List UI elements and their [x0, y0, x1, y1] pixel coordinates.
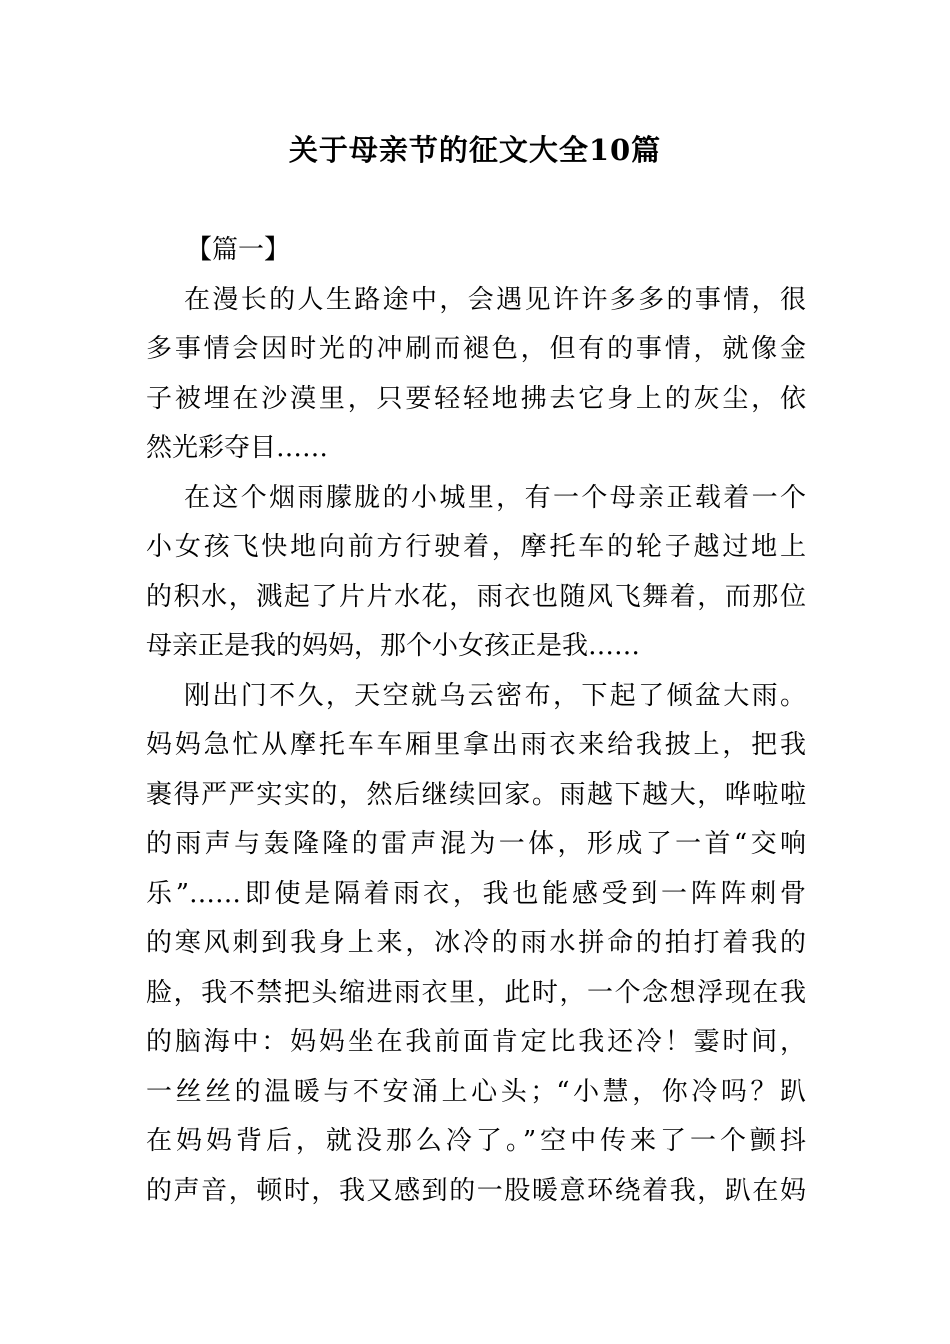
- paragraph-line: 在妈妈背后，就没那么冷了。”空中传来了一个颤抖: [146, 1126, 806, 1156]
- paragraph-line: 子被埋在沙漠里，只要轻轻地拂去它身上的灰尘，依: [146, 383, 806, 414]
- paragraph-line: 乐”……即使是隔着雨衣，我也能感受到一阵阵刺骨: [146, 878, 806, 909]
- document-body: [146, 226, 806, 1216]
- paragraph-line: 的声音，顿时，我又感到的一股暖意环绕着我，趴在妈: [146, 1175, 806, 1206]
- paragraph-line: 裹得严严实实的，然后继续回家。雨越下越大，哗啦啦: [146, 779, 806, 810]
- paragraph-line: 在这个烟雨朦胧的小城里，有一个母亲正载着一个: [184, 482, 806, 513]
- paragraph-line: 母亲正是我的妈妈，那个小女孩正是我……: [146, 631, 641, 661]
- paragraph-line: 的脑海中：妈妈坐在我前面肯定比我还冷！霎时间，: [146, 1027, 806, 1057]
- paragraph-line: 刚出门不久，天空就乌云密布，下起了倾盆大雨。: [184, 680, 806, 711]
- document-title: 关于母亲节的征文大全10篇: [288, 133, 662, 167]
- paragraph-line: 脸，我不禁把头缩进雨衣里，此时，一个念想浮现在我: [146, 977, 806, 1008]
- paragraph-line: 在漫长的人生路途中，会遇见许许多多的事情，很: [184, 284, 806, 315]
- paragraph-line: 然光彩夺目……: [146, 433, 329, 463]
- paragraph-line: 多事情会因时光的冲刷而褪色，但有的事情，就像金: [146, 334, 806, 364]
- paragraph-line: 的积水，溅起了片片水花，雨衣也随风飞舞着，而那位: [146, 581, 806, 612]
- paragraph-line: 一丝丝的温暖与不安涌上心头；“小慧，你冷吗？趴: [146, 1076, 806, 1107]
- paragraph-line: 的寒风刺到我身上来，冰冷的雨水拼命的拍打着我的: [146, 928, 806, 958]
- paragraph-line: 小女孩飞快地向前方行驶着，摩托车的轮子越过地上: [146, 532, 806, 562]
- paragraph-line: 妈妈急忙从摩托车车厢里拿出雨衣来给我披上，把我: [146, 730, 806, 760]
- section-heading: 【篇一】: [186, 235, 291, 265]
- paragraph-line: 的雨声与轰隆隆的雷声混为一体，形成了一首“交响: [146, 829, 806, 859]
